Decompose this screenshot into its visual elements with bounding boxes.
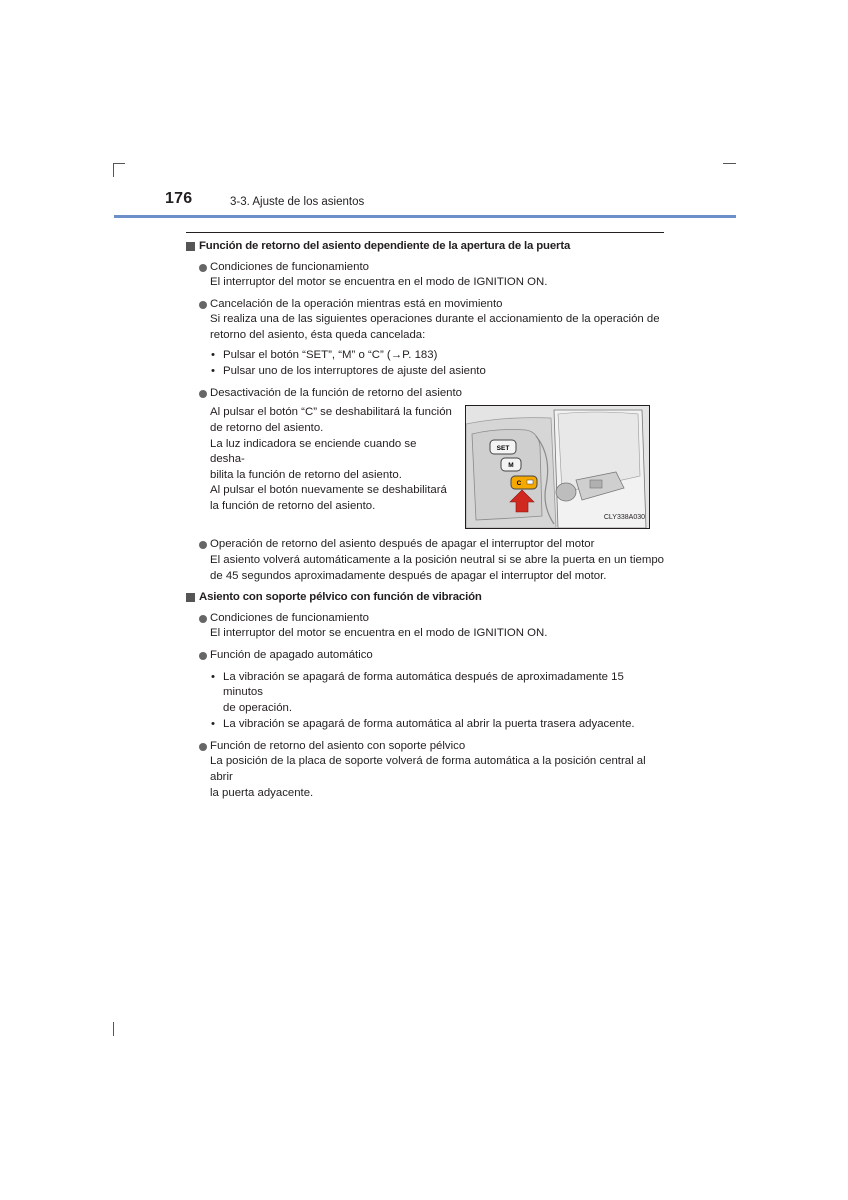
list-item [186,297,666,380]
c-button-label: C [516,480,522,488]
item-title: Función de apagado automático [210,648,373,661]
round-bullet-icon [199,652,207,660]
figure-block [186,405,666,529]
item-text-line: Si realiza una de las siguientes operaciones durante el accionamiento de la operación de [210,313,660,326]
bullet-icon: • [211,718,215,731]
bullet-icon: • [211,365,215,378]
item-text: El interruptor del motor se encuentra en el modo de IGNITION ON. [210,276,548,289]
square-bullet-icon [186,242,195,251]
bullet-item: • La vibración se apagará de forma automática al abrir la puerta trasera adyacente. [210,717,666,733]
set-button-label: SET [496,445,510,453]
section-title: Función de retorno del asiento dependiente de la apertura de la puerta [199,240,571,252]
round-bullet-icon [199,541,207,549]
list-item [186,260,666,291]
page-content [186,239,666,807]
list-item [186,386,666,530]
indicator-light-icon [527,480,533,484]
bullet-item: • La vibración se apagará de forma automática después de aproximadamente 15 minutos de operación. [211,670,624,714]
bullet-list [210,670,666,733]
item-title: Condiciones de funcionamiento [210,260,369,273]
figure-code: CLY338A030 [603,513,645,521]
bullet-item: • Pulsar el botón “SET”, “M” o “C” (→P. 183) [210,348,666,364]
list-item [186,537,666,584]
item-text-line: de 45 segundos aproximadamente después de apagar el interruptor del motor. [210,569,607,582]
item-title: Cancelación de la operación mientras está en movimiento [210,297,503,310]
list-item [186,648,666,733]
item-text-line: retorno del asiento, ésta queda cancelada: [210,328,426,341]
crop-mark-top-right-h [723,163,736,164]
figure-description: Al pulsar el botón “C” se deshabilitará la función de retorno del asiento. La luz indicadora se enciende cuando se desha- bilita la función de retorno del asiento. Al pulsar el botón nuevamente se deshabilitará la función de retorno del asiento. [210,406,452,512]
section-rule [186,232,664,233]
bullet-list [210,348,666,380]
item-text-line: La posición de la placa de soporte volverá de forma automática a la posición central al abrir [210,755,646,784]
chapter-title: 3-3. Ajuste de los asientos [230,196,365,208]
section-heading [186,590,666,606]
square-bullet-icon [186,593,195,602]
crop-mark-top-left-v [113,163,114,177]
round-bullet-icon [199,390,207,398]
bullet-item: • Pulsar uno de los interruptores de ajuste del asiento [210,364,666,380]
round-bullet-icon [199,615,207,623]
bullet-icon: • [211,348,215,361]
round-bullet-icon [199,264,207,272]
list-item [186,611,666,642]
bullet-icon: • [211,670,215,683]
door-panel-figure [465,405,650,529]
crop-mark-bottom-left-v [113,1022,114,1036]
item-title: Desactivación de la función de retorno del asiento [210,386,463,399]
item-text-line: El asiento volverá automáticamente a la posición neutral si se abre la puerta en un tiempo [210,553,664,566]
round-bullet-icon [199,301,207,309]
item-text-line: la puerta adyacente. [210,786,314,799]
list-item [186,739,666,801]
item-title: Función de retorno del asiento con soporte pélvico [210,739,466,752]
item-text: El interruptor del motor se encuentra en el modo de IGNITION ON. [210,627,548,640]
page-number: 176 [165,190,193,207]
item-title: Condiciones de funcionamiento [210,611,369,624]
crop-mark-top-left-h [113,163,125,164]
m-button-label: M [508,462,514,470]
section-title: Asiento con soporte pélvico con función de vibración [199,591,482,604]
header-rule [114,215,736,218]
round-bullet-icon [199,743,207,751]
section-heading [186,239,666,255]
item-title: Operación de retorno del asiento después de apagar el interruptor del motor [210,538,595,551]
